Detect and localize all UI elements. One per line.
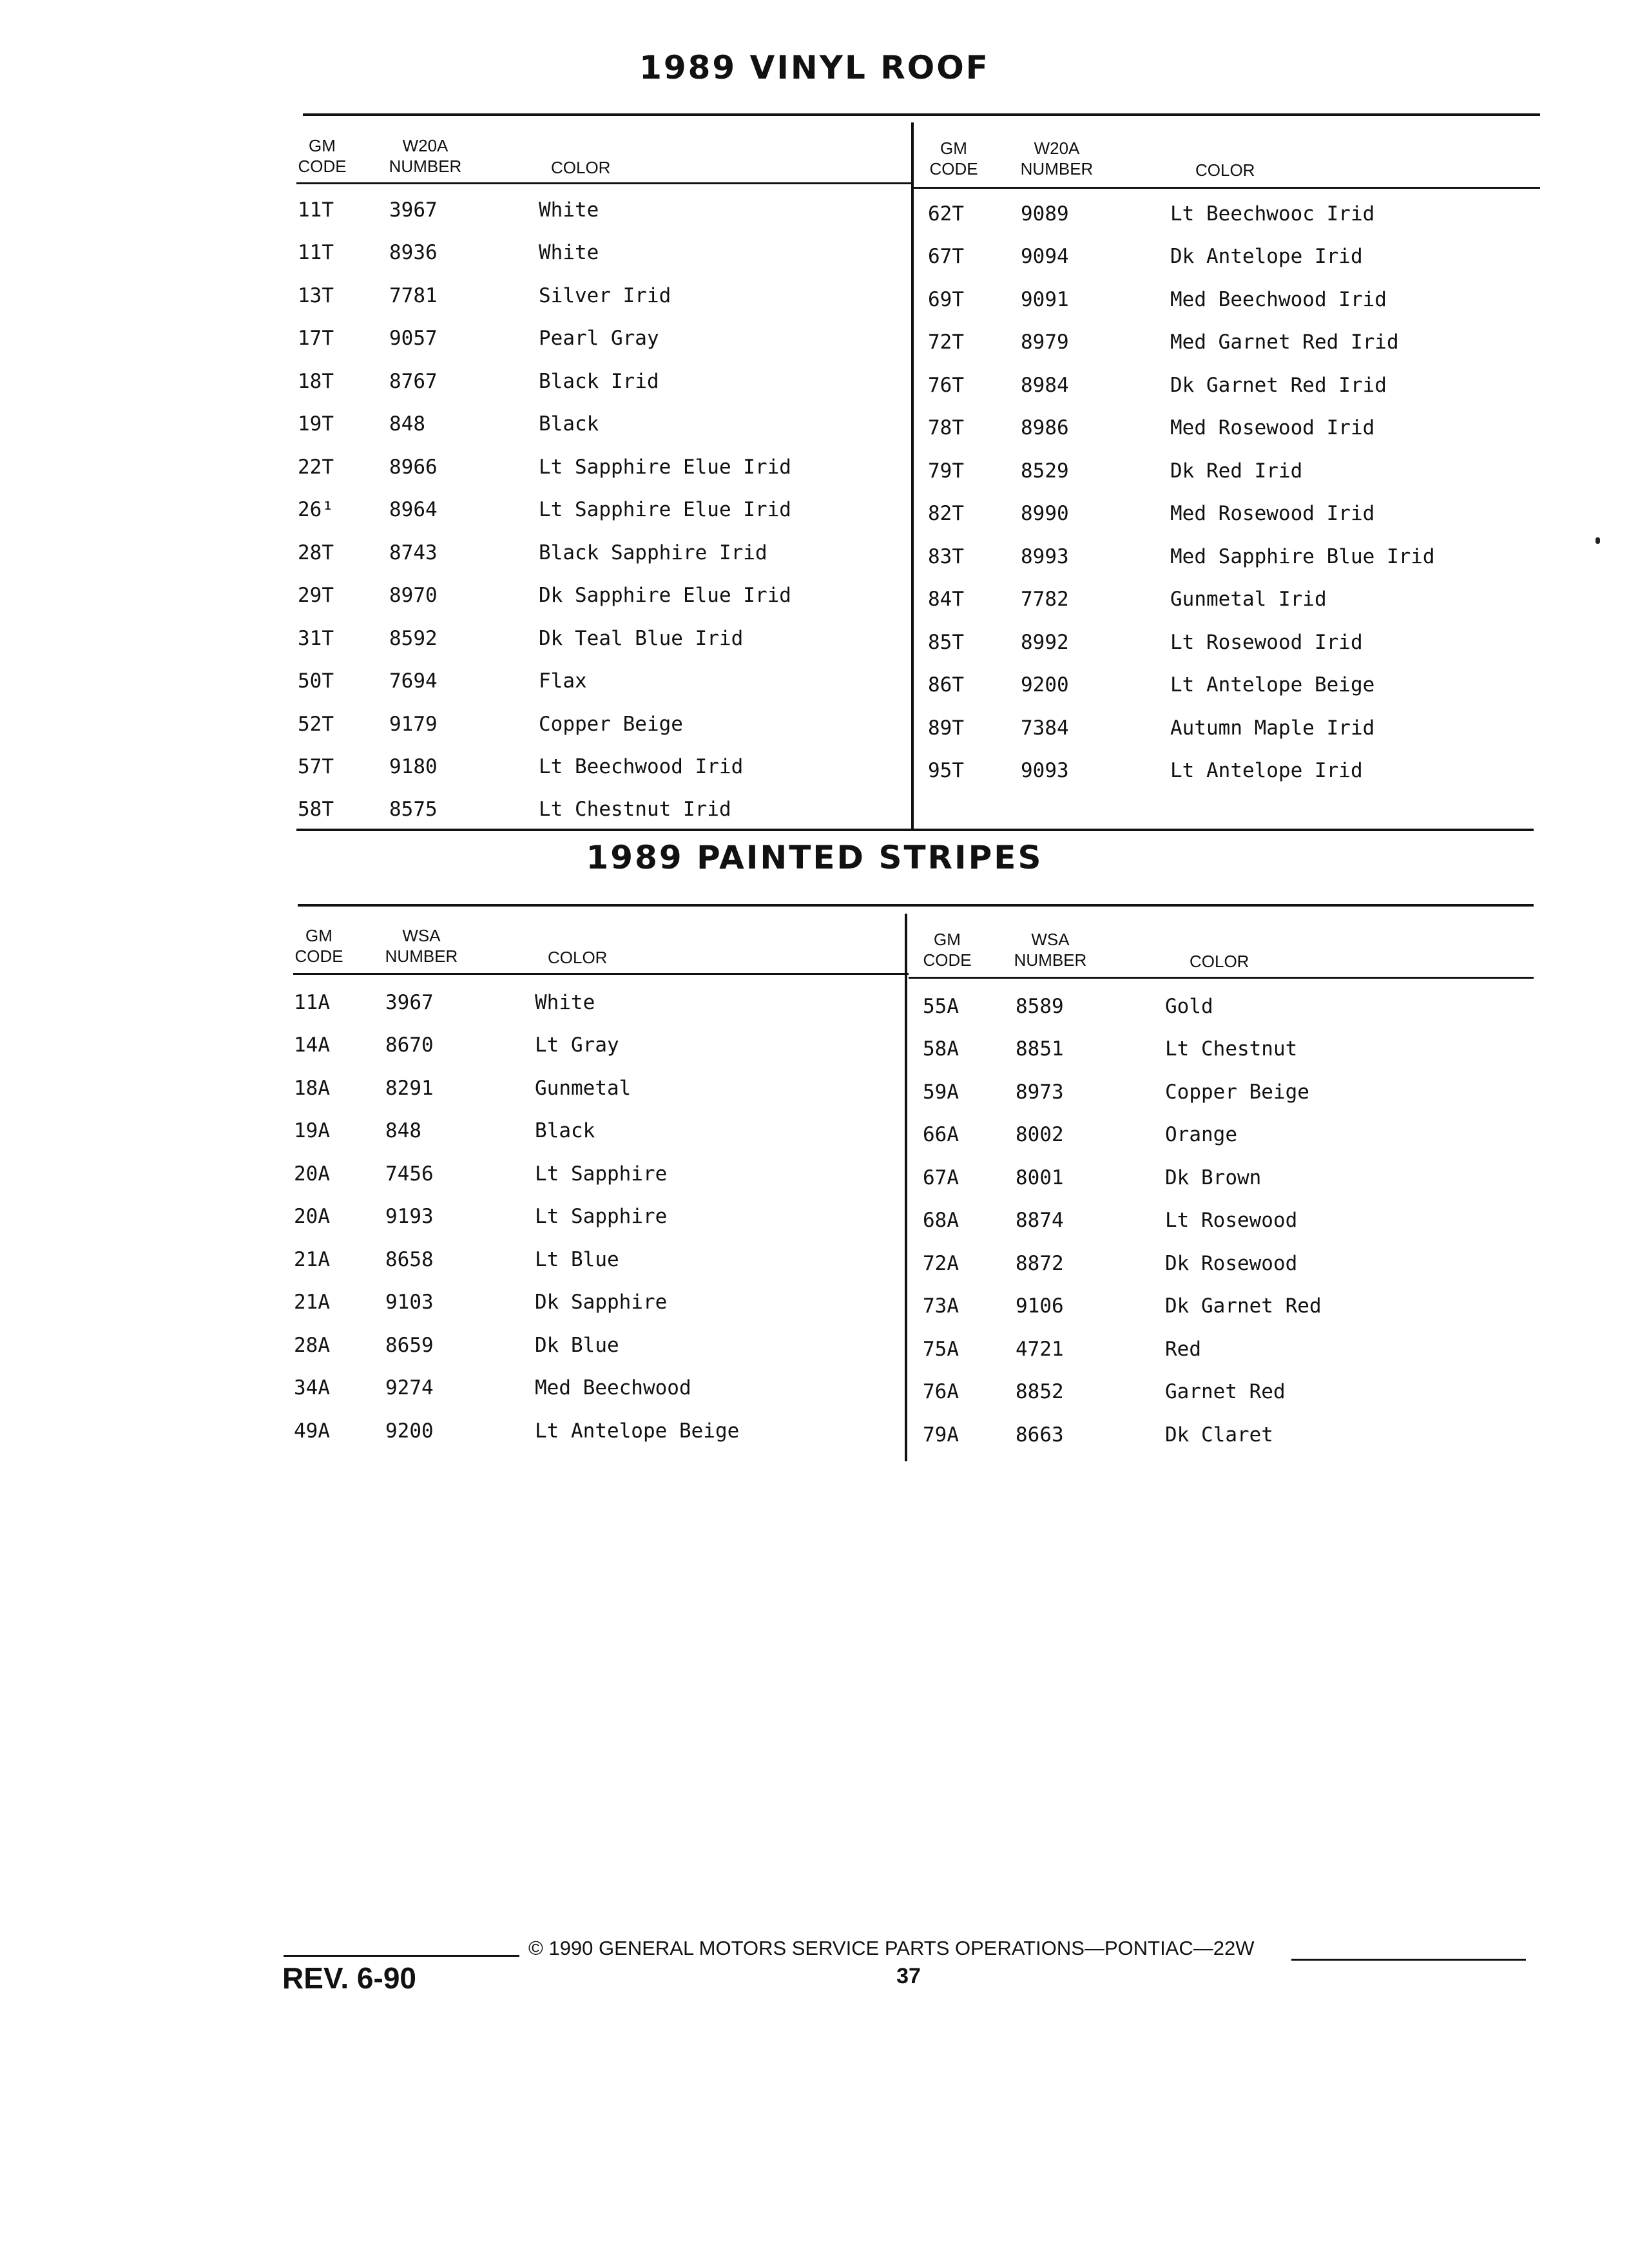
- stripes-header-num-bottom-right: NUMBER: [1014, 950, 1087, 970]
- number-cell: 9103: [385, 1291, 434, 1314]
- code-cell: 57T: [298, 755, 334, 778]
- code-cell: 21A: [294, 1291, 330, 1314]
- color-cell: Autumn Maple Irid: [1170, 716, 1375, 740]
- number-cell: 9091: [1021, 288, 1069, 311]
- color-cell: White: [539, 241, 599, 264]
- code-cell: 78T: [928, 416, 964, 439]
- color-cell: Med Beechwood: [535, 1376, 691, 1399]
- vinyl-header-gm-code: [296, 135, 348, 177]
- color-cell: Gunmetal: [535, 1077, 631, 1100]
- color-cell: Dk Sapphire Elue Irid: [539, 584, 791, 607]
- code-cell: 17T: [298, 327, 334, 350]
- stripes-header-gm: GM: [305, 926, 333, 945]
- color-cell: Silver Irid: [539, 284, 671, 307]
- code-cell: 58A: [923, 1037, 959, 1061]
- number-cell: 8992: [1021, 631, 1069, 654]
- number-cell: 8874: [1016, 1209, 1064, 1232]
- number-cell: 9200: [385, 1419, 434, 1443]
- color-cell: Dk Teal Blue Irid: [539, 627, 744, 650]
- color-cell: Orange: [1165, 1123, 1237, 1146]
- number-cell: 9089: [1021, 202, 1069, 226]
- number-cell: 9274: [385, 1376, 434, 1399]
- color-cell: Lt Antelope Beige: [1170, 673, 1375, 697]
- vinyl-roof-title: 1989 VINYL ROOF: [639, 49, 990, 86]
- code-cell: 19A: [294, 1119, 330, 1142]
- number-cell: 7781: [389, 284, 438, 307]
- code-cell: 21A: [294, 1248, 330, 1271]
- number-cell: 8872: [1016, 1252, 1064, 1275]
- vinyl-header-num-bottom: NUMBER: [389, 157, 462, 176]
- stripes-header-code: CODE: [294, 947, 343, 966]
- code-cell: 68A: [923, 1209, 959, 1232]
- number-cell: 8002: [1016, 1123, 1064, 1146]
- number-cell: 3967: [385, 991, 434, 1014]
- code-cell: 14A: [294, 1033, 330, 1057]
- code-cell: 19T: [298, 412, 334, 436]
- vinyl-header-rule-right: [914, 187, 1540, 189]
- code-cell: 20A: [294, 1162, 330, 1186]
- code-cell: 18A: [294, 1077, 330, 1100]
- vinyl-header-gm-code-right: [928, 138, 979, 179]
- footer-rule-right: [1291, 1959, 1526, 1961]
- color-cell: Lt Sapphire: [535, 1205, 668, 1228]
- color-cell: Dk Garnet Red Irid: [1170, 374, 1387, 397]
- color-cell: Lt Chestnut Irid: [539, 798, 731, 821]
- number-cell: 7384: [1021, 716, 1069, 740]
- number-cell: 8575: [389, 798, 438, 821]
- vinyl-header-gm-right: GM: [940, 139, 967, 158]
- code-cell: 67A: [923, 1166, 959, 1189]
- color-cell: Lt Chestnut: [1165, 1037, 1298, 1061]
- vinyl-header-num-top-right: W20A: [1034, 139, 1080, 158]
- color-cell: Lt Antelope Irid: [1170, 759, 1363, 782]
- code-cell: 29T: [298, 584, 334, 607]
- vinyl-header-num-top: W20A: [402, 136, 448, 155]
- code-cell: 66A: [923, 1123, 959, 1146]
- code-cell: 31T: [298, 627, 334, 650]
- stripes-header-rule-right: [909, 977, 1534, 979]
- number-cell: 9179: [389, 713, 438, 736]
- code-cell: 75A: [923, 1338, 959, 1361]
- stripes-header-num-top-right: WSA: [1031, 930, 1070, 949]
- color-cell: Lt Beechwood Irid: [539, 755, 744, 778]
- vinyl-header-color: COLOR: [551, 158, 611, 177]
- color-cell: Lt Gray: [535, 1033, 619, 1057]
- color-cell: Black: [539, 412, 599, 436]
- code-cell: 28T: [298, 541, 334, 564]
- color-cell: Lt Sapphire: [535, 1162, 668, 1186]
- code-cell: 49A: [294, 1419, 330, 1443]
- color-cell: Gunmetal Irid: [1170, 588, 1327, 611]
- color-cell: Black Irid: [539, 370, 659, 393]
- code-cell: 28A: [294, 1334, 330, 1357]
- color-cell: Flax: [539, 669, 587, 693]
- vinyl-header-num-bottom-right: NUMBER: [1020, 159, 1094, 178]
- stray-mark: [1595, 537, 1600, 544]
- color-cell: Lt Sapphire Elue Irid: [539, 498, 791, 521]
- color-cell: Dk Red Irid: [1170, 459, 1303, 483]
- number-cell: 9200: [1021, 673, 1069, 697]
- color-cell: Med Sapphire Blue Irid: [1170, 545, 1435, 568]
- number-cell: 9057: [389, 327, 438, 350]
- number-cell: 8589: [1016, 995, 1064, 1018]
- code-cell: 13T: [298, 284, 334, 307]
- number-cell: 8670: [385, 1033, 434, 1057]
- code-cell: 73A: [923, 1294, 959, 1318]
- stripes-header-color-right: COLOR: [1190, 952, 1249, 971]
- code-cell: 84T: [928, 588, 964, 611]
- color-cell: Lt Blue: [535, 1248, 619, 1271]
- code-cell: 86T: [928, 673, 964, 697]
- stripes-header-color: COLOR: [548, 948, 608, 967]
- color-cell: Garnet Red: [1165, 1380, 1286, 1403]
- vinyl-header-number: [387, 135, 464, 177]
- stripes-header-number: [383, 925, 460, 966]
- color-cell: Med Rosewood Irid: [1170, 416, 1375, 439]
- code-cell: 26¹: [298, 498, 334, 521]
- code-cell: 52T: [298, 713, 334, 736]
- code-cell: 76A: [923, 1380, 959, 1403]
- footer-rule-left: [284, 1955, 519, 1957]
- stripes-header-gm-code: [293, 925, 345, 966]
- code-cell: 79A: [923, 1423, 959, 1446]
- code-cell: 76T: [928, 374, 964, 397]
- code-cell: 22T: [298, 456, 334, 479]
- number-cell: 9106: [1016, 1294, 1064, 1318]
- color-cell: Dk Antelope Irid: [1170, 245, 1363, 268]
- color-cell: Dk Claret: [1165, 1423, 1273, 1446]
- vinyl-top-rule: [303, 113, 1540, 116]
- color-cell: Dk Blue: [535, 1334, 619, 1357]
- code-cell: 83T: [928, 545, 964, 568]
- number-cell: 8592: [389, 627, 438, 650]
- code-cell: 85T: [928, 631, 964, 654]
- painted-stripes-title: 1989 PAINTED STRIPES: [586, 839, 1043, 876]
- number-cell: 4721: [1016, 1338, 1064, 1361]
- number-cell: 9193: [385, 1205, 434, 1228]
- vinyl-bottom-rule: [296, 829, 1534, 831]
- code-cell: 11T: [298, 198, 334, 222]
- color-cell: Dk Rosewood: [1165, 1252, 1298, 1275]
- number-cell: 8986: [1021, 416, 1069, 439]
- vinyl-header-code-right: CODE: [929, 159, 978, 178]
- color-cell: White: [535, 991, 595, 1014]
- color-cell: Lt Beechwooc Irid: [1170, 202, 1375, 226]
- code-cell: 55A: [923, 995, 959, 1018]
- vinyl-header-code: CODE: [298, 157, 347, 176]
- number-cell: 8852: [1016, 1380, 1064, 1403]
- number-cell: 8663: [1016, 1423, 1064, 1446]
- number-cell: 8529: [1021, 459, 1069, 483]
- color-cell: Dk Garnet Red: [1165, 1294, 1322, 1318]
- number-cell: 9180: [389, 755, 438, 778]
- color-cell: Pearl Gray: [539, 327, 659, 350]
- footer-revision: REV. 6-90: [282, 1961, 416, 1995]
- number-cell: 8658: [385, 1248, 434, 1271]
- number-cell: 8743: [389, 541, 438, 564]
- number-cell: 7782: [1021, 588, 1069, 611]
- code-cell: 20A: [294, 1205, 330, 1228]
- code-cell: 50T: [298, 669, 334, 693]
- number-cell: 7694: [389, 669, 438, 693]
- color-cell: Med Beechwood Irid: [1170, 288, 1387, 311]
- color-cell: Med Rosewood Irid: [1170, 502, 1375, 525]
- code-cell: 72T: [928, 331, 964, 354]
- stripes-header-number-right: [1012, 929, 1089, 970]
- vinyl-header-color-right: COLOR: [1195, 160, 1255, 180]
- number-cell: 7456: [385, 1162, 434, 1186]
- color-cell: Red: [1165, 1338, 1201, 1361]
- stripes-header-gm-code-right: [921, 929, 973, 970]
- stripes-top-rule: [298, 904, 1534, 907]
- number-cell: 8970: [389, 584, 438, 607]
- number-cell: 8851: [1016, 1037, 1064, 1061]
- number-cell: 3967: [389, 198, 438, 222]
- color-cell: Copper Beige: [1165, 1081, 1309, 1104]
- number-cell: 9094: [1021, 245, 1069, 268]
- color-cell: Dk Brown: [1165, 1166, 1262, 1189]
- number-cell: 8001: [1016, 1166, 1064, 1189]
- code-cell: 11T: [298, 241, 334, 264]
- color-cell: Black Sapphire Irid: [539, 541, 767, 564]
- stripes-header-num-bottom: NUMBER: [385, 947, 458, 966]
- stripes-column-divider: [905, 914, 907, 1461]
- number-cell: 8767: [389, 370, 438, 393]
- code-cell: 11A: [294, 991, 330, 1014]
- number-cell: 8964: [389, 498, 438, 521]
- number-cell: 8993: [1021, 545, 1069, 568]
- code-cell: 34A: [294, 1376, 330, 1399]
- vinyl-header-gm: GM: [309, 136, 336, 155]
- color-cell: Med Garnet Red Irid: [1170, 331, 1399, 354]
- stripes-header-num-top: WSA: [402, 926, 441, 945]
- code-cell: 58T: [298, 798, 334, 821]
- color-cell: Dk Sapphire: [535, 1291, 668, 1314]
- page-number: 37: [896, 1964, 921, 1988]
- color-cell: Black: [535, 1119, 595, 1142]
- color-cell: Lt Sapphire Elue Irid: [539, 456, 791, 479]
- color-cell: Lt Rosewood Irid: [1170, 631, 1363, 654]
- number-cell: 9093: [1021, 759, 1069, 782]
- code-cell: 89T: [928, 716, 964, 740]
- code-cell: 62T: [928, 202, 964, 226]
- stripes-header-rule-left: [293, 973, 909, 975]
- code-cell: 18T: [298, 370, 334, 393]
- number-cell: 8966: [389, 456, 438, 479]
- number-cell: 8291: [385, 1077, 434, 1100]
- color-cell: Gold: [1165, 995, 1213, 1018]
- number-cell: 8984: [1021, 374, 1069, 397]
- code-cell: 95T: [928, 759, 964, 782]
- vinyl-column-divider: [911, 122, 914, 829]
- color-cell: Lt Antelope Beige: [535, 1419, 740, 1443]
- number-cell: 8990: [1021, 502, 1069, 525]
- number-cell: 848: [385, 1119, 421, 1142]
- number-cell: 8973: [1016, 1081, 1064, 1104]
- code-cell: 59A: [923, 1081, 959, 1104]
- number-cell: 8936: [389, 241, 438, 264]
- footer-copyright: © 1990 GENERAL MOTORS SERVICE PARTS OPERATIONS—PONTIAC—22W: [528, 1937, 1255, 1959]
- stripes-header-gm-right: GM: [934, 930, 961, 949]
- stripes-header-code-right: CODE: [923, 950, 972, 970]
- number-cell: 8659: [385, 1334, 434, 1357]
- number-cell: 8979: [1021, 331, 1069, 354]
- code-cell: 69T: [928, 288, 964, 311]
- vinyl-header-number-right: [1018, 138, 1095, 179]
- vinyl-header-rule-left: [296, 182, 914, 184]
- color-cell: Lt Rosewood: [1165, 1209, 1298, 1232]
- code-cell: 79T: [928, 459, 964, 483]
- code-cell: 72A: [923, 1252, 959, 1275]
- color-cell: White: [539, 198, 599, 222]
- code-cell: 82T: [928, 502, 964, 525]
- color-cell: Copper Beige: [539, 713, 683, 736]
- number-cell: 848: [389, 412, 425, 436]
- code-cell: 67T: [928, 245, 964, 268]
